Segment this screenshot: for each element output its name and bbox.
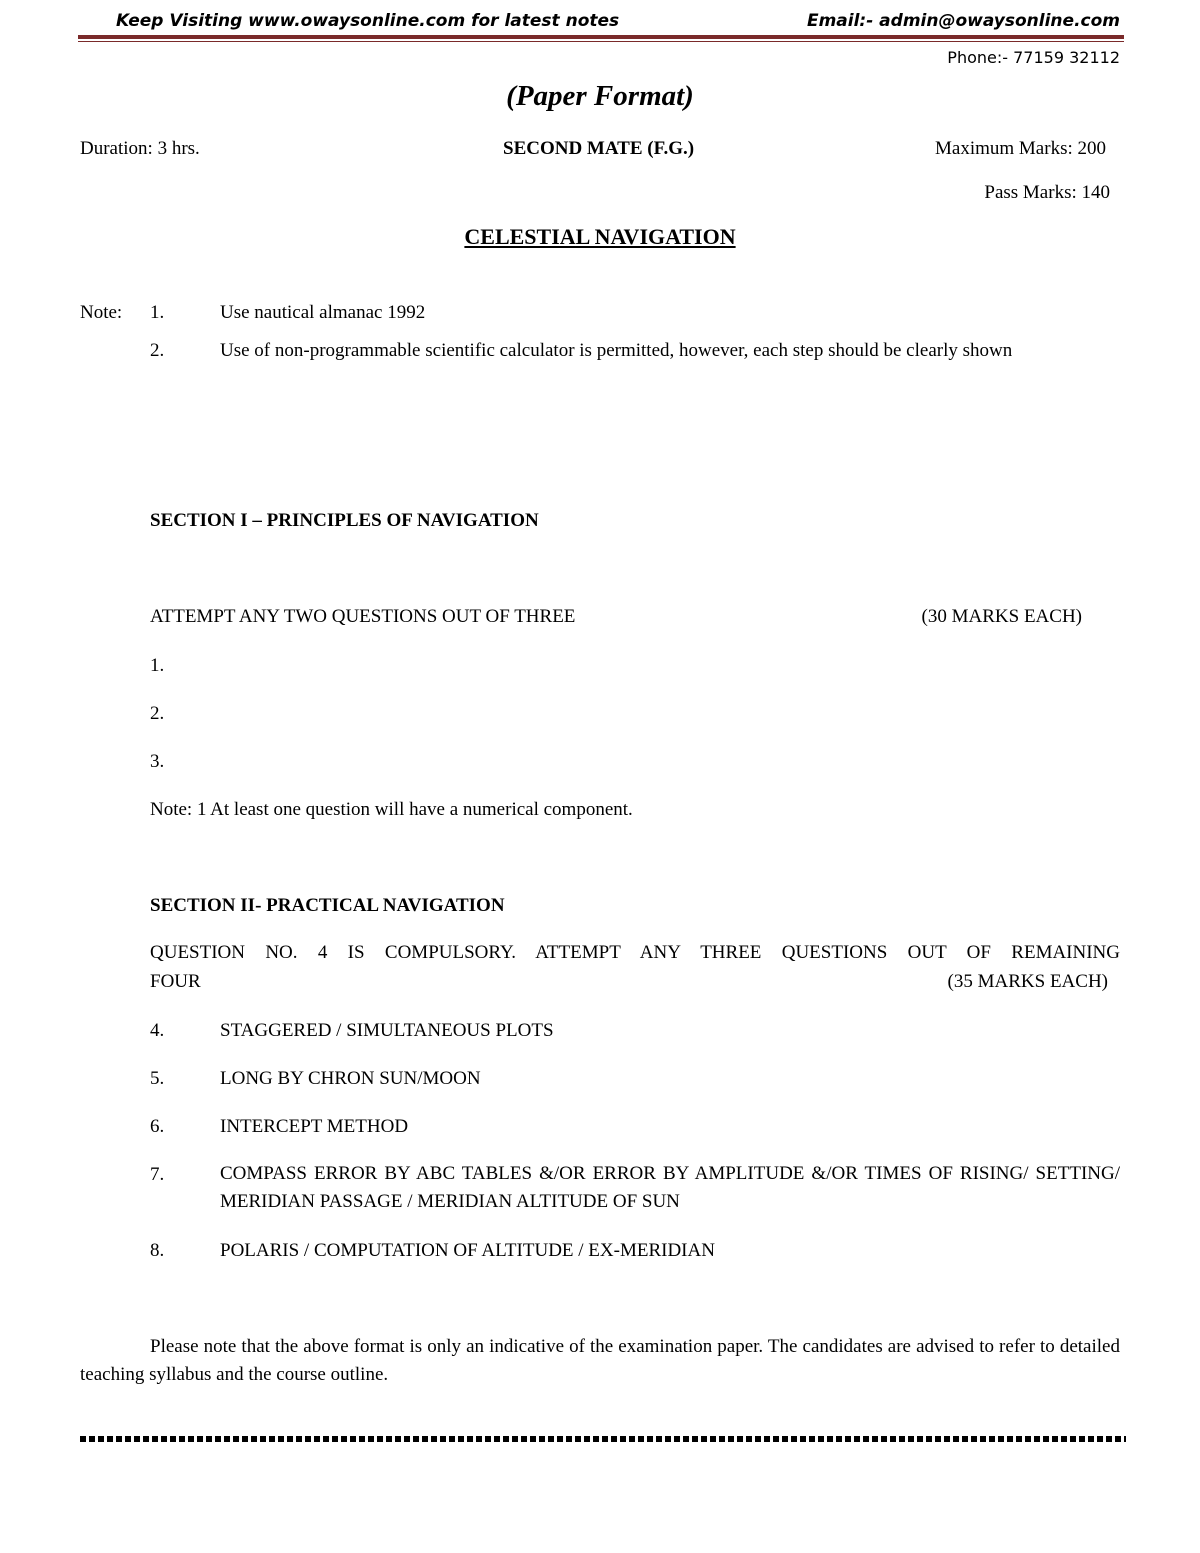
separator-dot [611,1436,617,1442]
separator-dot [674,1436,680,1442]
separator-dot [269,1436,275,1442]
separator-dot [647,1436,653,1442]
separator-dot [1034,1436,1040,1442]
separator-dot [827,1436,833,1442]
section-1-heading: SECTION I – PRINCIPLES OF NAVIGATION [150,510,539,531]
separator-dot [143,1436,149,1442]
separator-dot [638,1436,644,1442]
separator-dot [989,1436,995,1442]
separator-dot [971,1436,977,1442]
separator-dot [1016,1436,1022,1442]
separator-dot [872,1436,878,1442]
separator-dot [737,1436,743,1442]
separator-dot [296,1436,302,1442]
separator-dot [818,1436,824,1442]
separator-dot [476,1436,482,1442]
separator-dot [431,1436,437,1442]
separator-dot [791,1436,797,1442]
note-item-number: 1. [150,302,165,323]
question-number: 3. [150,751,165,772]
separator-dot [710,1436,716,1442]
separator-dot [233,1436,239,1442]
section-1-marks: (30 MARKS EACH) [921,606,1082,627]
separator-dot [773,1436,779,1442]
separator-dot [395,1436,401,1442]
separator-dot [1088,1436,1094,1442]
separator-dot [161,1436,167,1442]
separator-dot [134,1436,140,1442]
separator-dot [1070,1436,1076,1442]
separator-dot [89,1436,95,1442]
separator-dot [287,1436,293,1442]
separator-dot [836,1436,842,1442]
separator-dot [539,1436,545,1442]
list-item-number: 8. [150,1240,165,1261]
list-item-number: 6. [150,1116,165,1137]
max-marks-text: Maximum Marks: 200 [935,138,1106,159]
separator-dot [260,1436,266,1442]
section-2-instruction: QUESTION NO. 4 IS COMPULSORY. ATTEMPT ANY THREE QUESTIONS OUT OF REMAINING [150,942,1120,963]
separator-dot [188,1436,194,1442]
separator-dot [323,1436,329,1442]
separator-dot [854,1436,860,1442]
separator-dot [998,1436,1004,1442]
header-email-text: Email:- admin@owaysonline.com [806,11,1120,31]
section-1-note: Note: 1 At least one question will have a numerical component. [150,799,633,820]
separator-dot [1124,1436,1126,1442]
separator-dot [170,1436,176,1442]
separator-dot [800,1436,806,1442]
separator-dot [890,1436,896,1442]
note-label: Note: [80,302,123,323]
separator-dot [413,1436,419,1442]
separator-dot [377,1436,383,1442]
separator-dot [386,1436,392,1442]
list-item-number: 5. [150,1068,165,1089]
separator-dot [215,1436,221,1442]
list-item-number: 4. [150,1020,165,1041]
separator-dot [755,1436,761,1442]
separator-dot [152,1436,158,1442]
separator-dot [305,1436,311,1442]
separator-dot [458,1436,464,1442]
separator-dot [278,1436,284,1442]
separator-dot [566,1436,572,1442]
separator-dot [692,1436,698,1442]
list-item-text: POLARIS / COMPUTATION OF ALTITUDE / EX-MERIDIAN [220,1240,715,1261]
separator-dot [602,1436,608,1442]
separator-dot [926,1436,932,1442]
separator-dot [1097,1436,1103,1442]
separator-dot [719,1436,725,1442]
header-phone-text: Phone:- 77159 32112 [947,48,1120,67]
separator-dot [863,1436,869,1442]
separator-dot [332,1436,338,1442]
dotted-separator [80,1436,1126,1446]
separator-dot [341,1436,347,1442]
separator-dot [917,1436,923,1442]
page-title: CELESTIAL NAVIGATION [464,224,736,249]
separator-dot [359,1436,365,1442]
separator-dot [116,1436,122,1442]
separator-dot [521,1436,527,1442]
separator-dot [593,1436,599,1442]
separator-dot [584,1436,590,1442]
separator-dot [350,1436,356,1442]
separator-dot [1025,1436,1031,1442]
separator-dot [98,1436,104,1442]
separator-dot [314,1436,320,1442]
section-2-marks: (35 MARKS EACH) [947,971,1108,992]
separator-dot [1043,1436,1049,1442]
separator-dot [953,1436,959,1442]
list-item-text: LONG BY CHRON SUN/MOON [220,1068,481,1089]
separator-dot [962,1436,968,1442]
separator-dot [467,1436,473,1442]
separator-dot [449,1436,455,1442]
separator-dot [197,1436,203,1442]
separator-dot [404,1436,410,1442]
pass-marks-text: Pass Marks: 140 [984,182,1110,203]
separator-dot [503,1436,509,1442]
paper-format-title: (Paper Format) [506,80,694,112]
separator-dot [728,1436,734,1442]
separator-dot [530,1436,536,1442]
separator-dot [881,1436,887,1442]
separator-dot [935,1436,941,1442]
separator-dot [125,1436,131,1442]
section-2-heading: SECTION II- PRACTICAL NAVIGATION [150,895,505,916]
separator-dot [1106,1436,1112,1442]
note-item-number: 2. [150,340,165,361]
header-website-text: Keep Visiting www.owaysonline.com for latest notes [116,11,620,31]
list-item-text: COMPASS ERROR BY ABC TABLES &/OR ERROR BY AMPLITUDE &/OR TIMES OF RISING/ SETTING/ MERIDIAN PASSAGE / MERIDIAN ALTITUDE OF SUN [220,1163,1120,1212]
separator-dot [80,1436,86,1442]
duration-text: Duration: 3 hrs. [80,138,200,159]
separator-dot [107,1436,113,1442]
separator-dot [512,1436,518,1442]
note-item-text: Use of non-programmable scientific calculator is permitted, however, each step should be clearly shown [220,340,1013,361]
separator-dot [1007,1436,1013,1442]
separator-dot [1061,1436,1067,1442]
course-name: SECOND MATE (F.G.) [503,138,695,159]
footer-note: Please note that the above format is only an indicative of the examination paper. The candidates are advised to refer to detailed teaching syllabus and the course outline. [80,1336,1120,1385]
separator-dot [206,1436,212,1442]
separator-dot [809,1436,815,1442]
separator-dot [548,1436,554,1442]
separator-dot [845,1436,851,1442]
list-item-number: 7. [150,1164,165,1185]
separator-dot [368,1436,374,1442]
separator-dot [908,1436,914,1442]
separator-dot [701,1436,707,1442]
separator-dot [656,1436,662,1442]
separator-dot [224,1436,230,1442]
separator-dot [251,1436,257,1442]
separator-dot [1115,1436,1121,1442]
question-number: 1. [150,655,165,676]
separator-dot [782,1436,788,1442]
separator-dot [980,1436,986,1442]
separator-dot [422,1436,428,1442]
header-divider-thin [78,41,1124,42]
separator-dot [746,1436,752,1442]
separator-dot [764,1436,770,1442]
separator-dot [1079,1436,1085,1442]
separator-dot [179,1436,185,1442]
separator-dot [944,1436,950,1442]
separator-dot [629,1436,635,1442]
separator-dot [494,1436,500,1442]
separator-dot [620,1436,626,1442]
separator-dot [242,1436,248,1442]
separator-dot [557,1436,563,1442]
list-item-text: STAGGERED / SIMULTANEOUS PLOTS [220,1020,554,1041]
question-number: 2. [150,703,165,724]
separator-dot [485,1436,491,1442]
separator-dot [1052,1436,1058,1442]
section-2-instruction-cont: FOUR [150,971,201,992]
separator-dot [683,1436,689,1442]
separator-dot [899,1436,905,1442]
separator-dot [665,1436,671,1442]
separator-dot [575,1436,581,1442]
separator-dot [440,1436,446,1442]
header-divider [78,35,1124,39]
section-1-instruction: ATTEMPT ANY TWO QUESTIONS OUT OF THREE [150,606,576,627]
note-item-text: Use nautical almanac 1992 [220,302,426,323]
list-item-text: INTERCEPT METHOD [220,1116,409,1137]
